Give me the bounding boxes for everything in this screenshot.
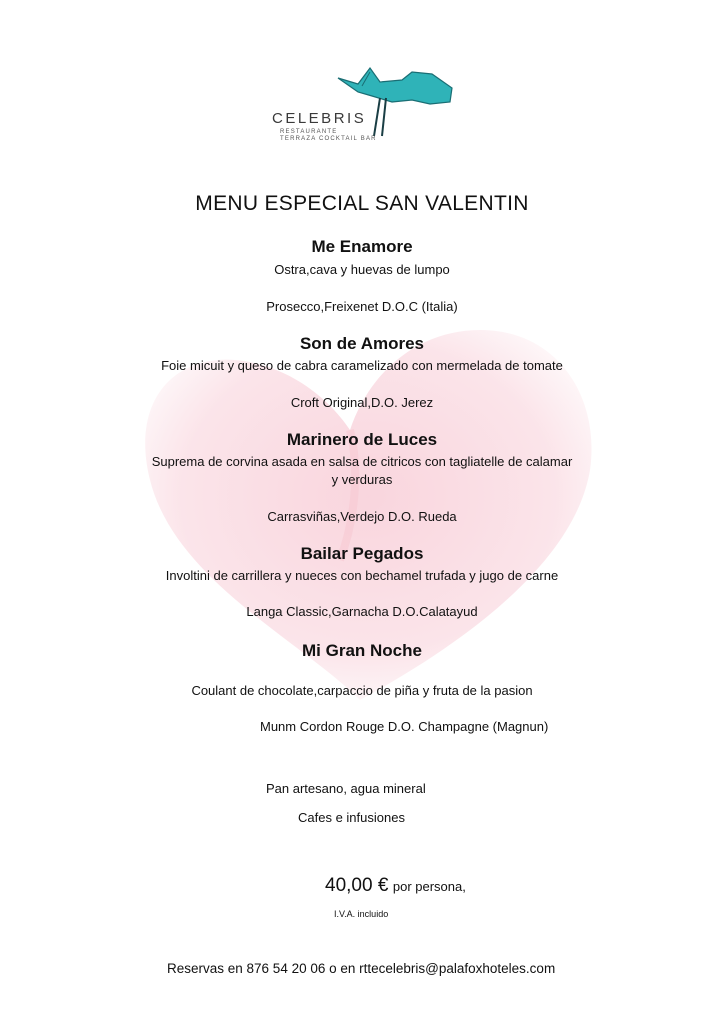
menu-title: MENU ESPECIAL SAN VALENTIN (195, 192, 529, 215)
course-wine: Munm Cordon Rouge D.O. Champagne (Magnun) (260, 719, 549, 734)
brand-name: CELEBRIS (272, 110, 367, 127)
course-name: Bailar Pegados (300, 544, 424, 563)
course-dish: Foie micuit y queso de cabra caramelizado con mermelada de tomate (161, 358, 563, 373)
reservation-contact: Reservas en 876 54 20 06 o en rttecelebris@palafoxhoteles.com (167, 961, 556, 976)
extra-item: Pan artesano, agua mineral (266, 781, 426, 796)
course-wine: Carrasviñas,Verdejo D.O. Rueda (267, 509, 457, 524)
course-wine: Langa Classic,Garnacha D.O.Calatayud (246, 604, 478, 619)
course-dish: Involtini de carrillera y nueces con bechamel trufada y jugo de carne (165, 568, 559, 583)
extra-item: Cafes e infusiones (298, 810, 405, 825)
brand-subtitle (280, 129, 377, 143)
course-name: Marinero de Luces (286, 430, 438, 449)
course-name: Son de Amores (299, 334, 425, 353)
course-wine: Croft Original,D.O. Jerez (290, 395, 434, 410)
course-wine: Prosecco,Freixenet D.O.C (Italia) (266, 299, 458, 314)
price-unit: por persona, (392, 879, 466, 894)
brand-subtitle-line1: RESTAURANTE (280, 129, 338, 135)
course-dish: Ostra,cava y huevas de lumpo (274, 262, 450, 277)
course-name: Me Enamore (311, 237, 413, 256)
course-dish-line2: y verduras (331, 472, 393, 487)
price-amount: 40,00 € (325, 875, 389, 896)
price-block (325, 875, 466, 897)
course-dish: Coulant de chocolate,carpaccio de piña y fruta de la pasion (191, 683, 533, 698)
course-dish-line1: Suprema de corvina asada en salsa de citricos con tagliatelle de calamar (151, 454, 573, 469)
celebris-logo (262, 58, 462, 158)
course-name: Mi Gran Noche (302, 641, 422, 660)
price-tax-note: I.V.A. incluido (334, 909, 389, 919)
brand-subtitle-line2: TERRAZA COCKTAIL BAR (280, 136, 377, 142)
